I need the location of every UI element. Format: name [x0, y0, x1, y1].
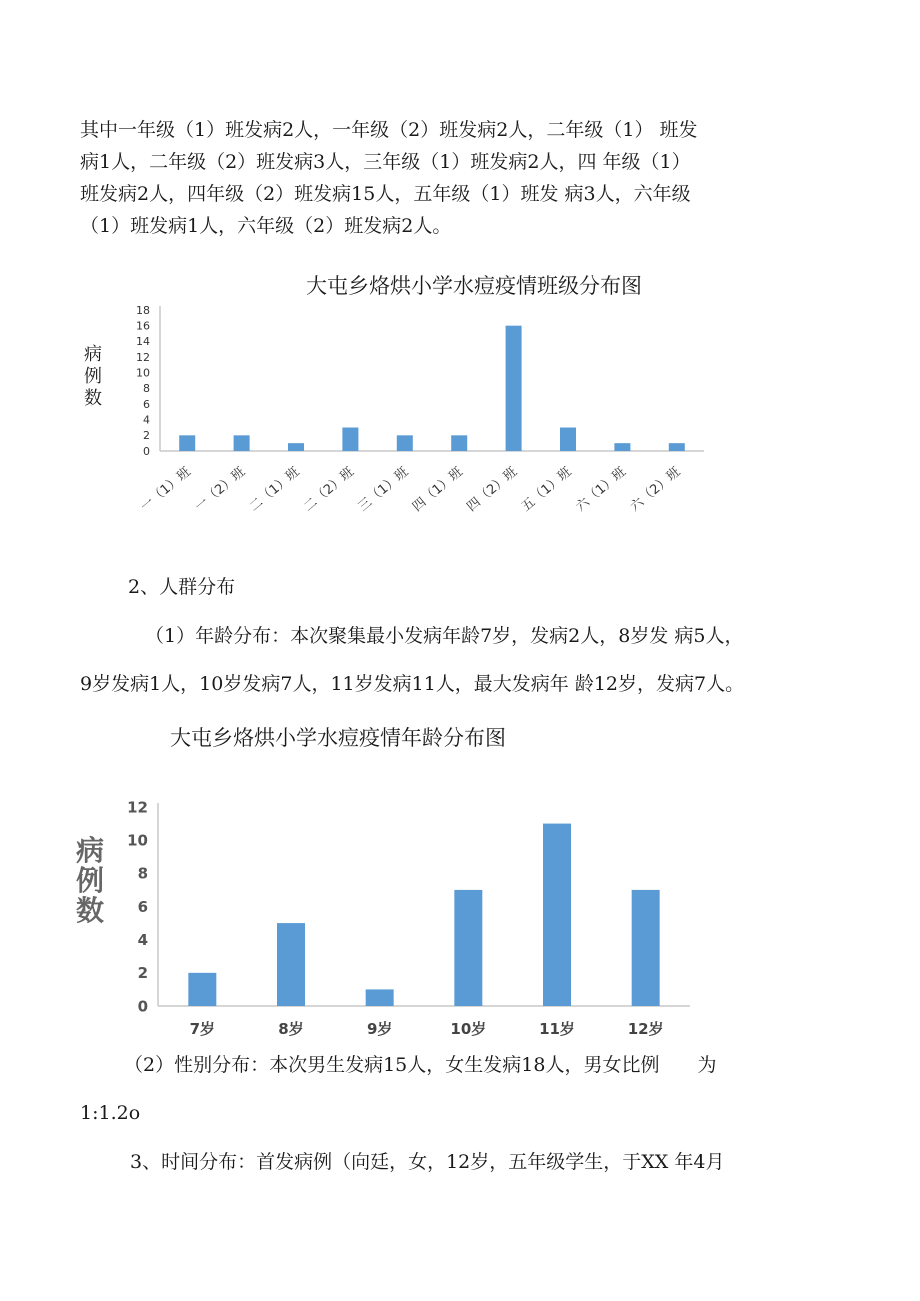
y-tick-label: 0 — [143, 444, 150, 458]
y-tick-label: 16 — [136, 319, 150, 333]
x-category-label: 一（1）班 — [137, 464, 194, 515]
text-line: 班发病2人，四年级（2）班发病15人，五年级（1）班发 病3人，六年级 — [80, 183, 691, 205]
y-tick-label: 4 — [137, 930, 148, 949]
y-tick-label: 4 — [143, 413, 150, 427]
y-tick-label: 10 — [127, 831, 148, 850]
x-category-label: 二（1）班 — [246, 464, 303, 515]
paragraph-time-distribution: 3、时间分布：首发病例（向廷，女，12岁，五年级学生，于XX 年4月 — [130, 1151, 725, 1173]
y-tick-label: 18 — [136, 303, 150, 317]
x-category-label: 四（1）班 — [409, 464, 466, 515]
x-category-label: 四（2）班 — [464, 464, 521, 515]
bar — [454, 890, 482, 1006]
x-category-label: 五（1）班 — [518, 464, 575, 515]
x-category-label: 一（2）班 — [192, 464, 249, 515]
section-heading-population: 2、人群分布 — [128, 576, 236, 598]
x-category-label: 11岁 — [539, 1020, 575, 1038]
y-tick-label: 2 — [143, 429, 150, 443]
x-category-label: 二（2）班 — [301, 464, 357, 515]
y-tick-label: 10 — [136, 366, 150, 380]
y-tick-label: 12 — [127, 798, 148, 817]
chart2-ylabel: 病例数 — [76, 834, 105, 927]
bar — [277, 923, 305, 1006]
bar — [188, 973, 216, 1006]
chart1-title: 大屯乡烙烘小学水痘疫情班级分布图 — [306, 274, 642, 298]
y-tick-label: 8 — [137, 864, 148, 883]
y-tick-label: 2 — [137, 964, 148, 983]
y-tick-label: 12 — [136, 350, 150, 364]
x-category-label: 10岁 — [450, 1020, 487, 1038]
text-line: 其中一年级（1）班发病2人，一年级（2）班发病2人，二年级（1） 班发 — [80, 119, 698, 141]
y-tick-label: 0 — [137, 997, 148, 1016]
chart1-ylabel: 病例数 — [84, 344, 102, 409]
x-category-label: 8岁 — [278, 1020, 304, 1038]
paragraph-gender-distribution — [80, 1049, 850, 1129]
text-line: （2）性别分布：本次男生发病15人，女生发病18人，男女比例 为 — [124, 1054, 717, 1076]
bar — [632, 890, 660, 1006]
x-category-label: 六（2）班 — [627, 464, 684, 515]
x-category-label: 12岁 — [627, 1020, 664, 1038]
y-tick-label: 8 — [143, 382, 150, 396]
x-category-label: 三（1）班 — [355, 464, 412, 515]
x-category-label: 六（1）班 — [573, 464, 629, 515]
text-line: （1）年龄分布：本次聚集最小发病年龄7岁，发病2人，8岁发 病5人， — [145, 625, 744, 647]
chart2-title: 大屯乡烙烘小学水痘疫情年龄分布图 — [170, 726, 506, 750]
x-category-label: 9岁 — [366, 1020, 393, 1038]
y-tick-label: 6 — [143, 397, 150, 411]
text-line: （1）班发病1人，六年级（2）班发病2人。 — [80, 215, 452, 237]
y-tick-label: 6 — [137, 897, 148, 916]
text-line: 病1人，二年级（2）班发病3人，三年级（1）班发病2人，四 年级（1） — [80, 151, 691, 173]
text-line: 1:1.2o — [80, 1102, 141, 1124]
bar — [543, 824, 571, 1006]
y-tick-label: 14 — [136, 335, 150, 349]
x-category-label: 7岁 — [189, 1020, 216, 1038]
text-line: 9岁发病1人，10岁发病7人，11岁发病11人，最大发病年 龄12岁，发病7人。 — [80, 673, 745, 695]
bar — [366, 989, 394, 1006]
